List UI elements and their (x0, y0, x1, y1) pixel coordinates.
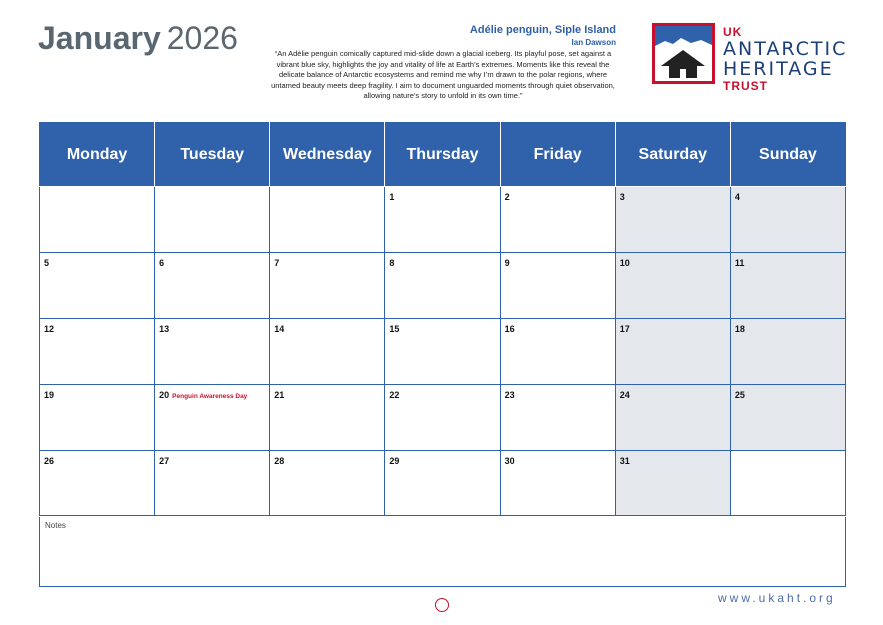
day-cell (730, 451, 845, 516)
week-row (40, 253, 846, 319)
day-cell (270, 385, 385, 451)
day-cell (500, 319, 615, 385)
day-number: 31 (619, 456, 630, 466)
hanging-hole-icon (435, 598, 449, 612)
day-cell (500, 451, 615, 516)
day-cell (40, 253, 155, 319)
day-number: 14 (274, 324, 285, 334)
photo-caption (270, 24, 616, 102)
weekday-saturday: Saturday (615, 123, 730, 187)
day-cell (40, 451, 155, 516)
day-number: 9 (504, 258, 510, 268)
day-cell (385, 187, 500, 253)
day-number: 3 (619, 192, 625, 202)
day-number: 22 (389, 390, 400, 400)
logo-line-uk: UK (723, 25, 743, 39)
day-number: 12 (44, 324, 55, 334)
day-number: 16 (504, 324, 515, 334)
uk-antarctic-heritage-trust-logo-icon (652, 23, 715, 84)
logo-wordmark (723, 25, 847, 93)
day-cell-weekend (730, 187, 845, 253)
day-cell (155, 253, 270, 319)
day-number: 6 (159, 258, 165, 268)
weekday-sunday: Sunday (730, 123, 845, 187)
day-number: 30 (504, 456, 515, 466)
weekday-thursday: Thursday (385, 123, 500, 187)
day-cell (270, 451, 385, 516)
day-cell-weekend (615, 319, 730, 385)
day-number: 17 (619, 324, 630, 334)
week-row (40, 319, 846, 385)
event-penguin-awareness-day: Penguin Awareness Day (172, 393, 248, 400)
weekday-header-row (40, 123, 846, 187)
day-cell (500, 385, 615, 451)
day-cell-weekend (730, 253, 845, 319)
day-cell-weekend (615, 187, 730, 253)
day-number: 1 (389, 192, 395, 202)
week-row (40, 451, 846, 516)
day-number: 2 (504, 192, 510, 202)
weekday-monday: Monday (40, 123, 155, 187)
day-number: 23 (504, 390, 515, 400)
day-cell (155, 385, 270, 451)
day-number: 5 (44, 258, 50, 268)
day-number: 24 (619, 390, 630, 400)
day-cell (40, 187, 155, 253)
day-number: 20 (159, 390, 170, 400)
day-cell (270, 253, 385, 319)
day-cell (40, 319, 155, 385)
day-cell (155, 451, 270, 516)
day-number: 29 (389, 456, 400, 466)
day-number: 7 (274, 258, 280, 268)
caption-author: Ian Dawson (571, 38, 616, 47)
logo-line-trust: TRUST (723, 79, 768, 93)
month-label: January (38, 20, 161, 56)
weekday-tuesday: Tuesday (155, 123, 270, 187)
day-cell (385, 451, 500, 516)
website-link[interactable]: www.ukaht.org (718, 591, 836, 605)
caption-text: “An Adélie penguin comically captured mid-slide down a glacial iceberg. Its playful pose, set against a vibrant blue sky, highlights the joy and vitality of life at Earth’s extremes. Moments like this reveal the delicate balance of Antarctic ecosystems and remind me why I’m drawn to the polar regions, where untamed beauty meets deep fragility. I aim to document unguarded moments through quiet observation, allowing nature’s story to unfold in its own time.” (271, 49, 615, 101)
day-number: 8 (389, 258, 395, 268)
day-cell (385, 253, 500, 319)
day-cell (155, 319, 270, 385)
day-cell-weekend (730, 385, 845, 451)
day-number: 10 (619, 258, 630, 268)
caption-title: Adélie penguin, Siple Island (469, 24, 616, 36)
day-cell (155, 187, 270, 253)
logo-line-heritage: HERITAGE (723, 58, 834, 80)
page-title (38, 18, 238, 58)
day-cell-weekend (615, 385, 730, 451)
calendar-grid (39, 122, 846, 516)
day-cell-weekend (615, 253, 730, 319)
day-number: 21 (274, 390, 285, 400)
day-cell (385, 385, 500, 451)
weekday-friday: Friday (500, 123, 615, 187)
day-number: 13 (159, 324, 170, 334)
day-number: 26 (44, 456, 55, 466)
week-row (40, 187, 846, 253)
logo-line-antarctic: ANTARCTIC (723, 38, 848, 60)
notes-label: Notes (45, 521, 66, 530)
day-number: 25 (734, 390, 745, 400)
day-cell (385, 319, 500, 385)
day-cell (500, 253, 615, 319)
day-number: 15 (389, 324, 400, 334)
day-cell (270, 187, 385, 253)
day-number: 11 (734, 258, 745, 268)
day-cell-weekend (730, 319, 845, 385)
day-cell (270, 319, 385, 385)
day-cell-weekend (615, 451, 730, 516)
day-cell (40, 385, 155, 451)
year-label: 2026 (166, 20, 238, 56)
day-cell (500, 187, 615, 253)
day-number: 28 (274, 456, 285, 466)
week-row (40, 385, 846, 451)
day-number: 27 (159, 456, 170, 466)
day-number: 19 (44, 390, 55, 400)
day-number: 18 (734, 324, 745, 334)
notes-area (39, 517, 846, 587)
weekday-wednesday: Wednesday (270, 123, 385, 187)
day-number: 4 (734, 192, 740, 202)
